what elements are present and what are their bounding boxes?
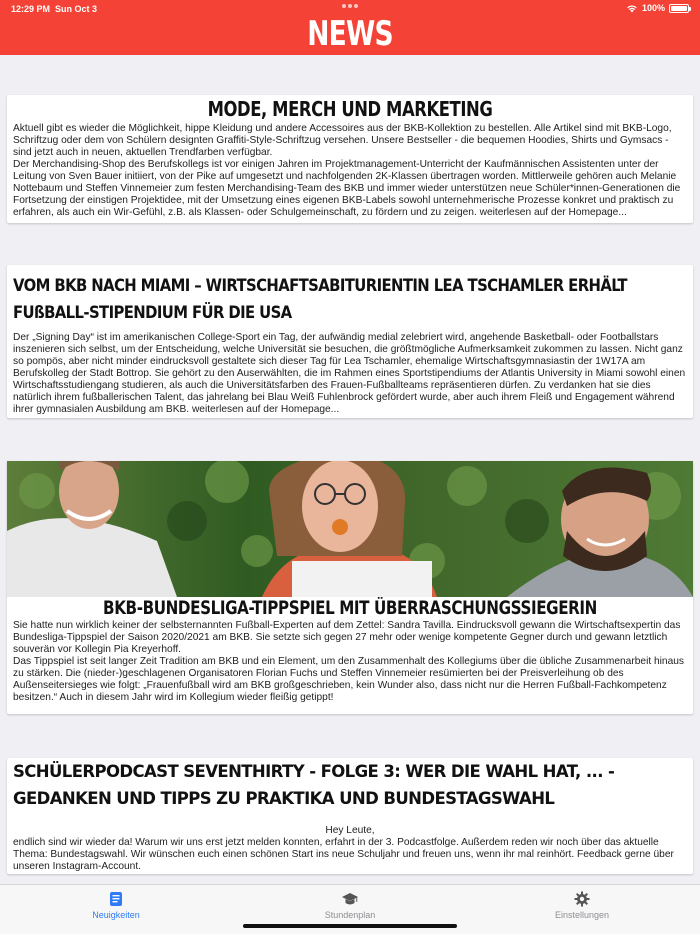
news-paragraph: Aktuell gibt es wieder die Möglichkeit, hippe Kleidung und andere Accessoires aus der BKB-Kollektion zu bestellen. Alle Artikel sind mit BKB-Logo, Schriftzug oder dem von Schülern designten Graffiti-Style-Schriftzug versehen. Unsere Bestseller - die bequemen Hoodies, Shirts und Gymsacs - sind jetzt auch in neuen, aktuellen Trendfarben verfügbar.: [13, 123, 672, 158]
news-card[interactable]: [7, 95, 693, 223]
news-card-title: SCHÜLERPODCAST SEVENTHIRTY - FOLGE 3: WER DIE WAHL HAT, ... - GEDANKEN UND TIPPS ZU PRAKTIKA UND BUNDESTAGSWAHL: [13, 762, 615, 808]
news-card-title: MODE, MERCH UND MARKETING: [207, 97, 493, 121]
status-time: 12:29 PM: [11, 4, 51, 14]
news-greeting: Hey Leute,: [325, 825, 375, 836]
news-card-body: [7, 123, 693, 219]
news-card-title: VOM BKB NACH MIAMI – WIRTSCHAFTSABITURIENTIN LEA TSCHAMLER ERHÄLT FUßBALL-STIPENDIUM FÜR DIE USA: [13, 276, 627, 322]
status-indicators: [626, 3, 689, 13]
tab-label: Stundenplan: [324, 910, 376, 920]
battery-icon: [669, 4, 689, 13]
news-card-image: [7, 461, 693, 597]
newspaper-icon: [108, 891, 124, 907]
news-paragraph: Der Merchandising-Shop des Berufskollegs ist vor einigen Jahren im Projektmanagement-Unterricht der Kaufmännischen Assistenten unter der Leitung von Sven Bauer initiiert, von der Pike auf umgesetzt und nachfolgenden 2K-Klassen übertragen worden. Mittlerweile gehören auch Melanie Nottebaum und Steffen Vinnemeier zum festen Merchandising-Team des BKB und immer wieder unterstützen neue Schüler*innen-Generationen die Fortsetzung der einstigen Projektidee, mit der Umsetzung eines eigenen BKB-Labels sowohl unternehmerische Prozesse konkret und praktisch zu erfahren, als auch ein Wir-Gefühl, z.B. als Klassen- oder Schulgemeinschaft, zu fördern und zu zeigen. weiterlesen auf der Homepage...: [13, 159, 681, 218]
wifi-icon: [626, 4, 638, 13]
news-card-body: [7, 326, 693, 416]
news-card-body: [7, 812, 693, 873]
tab-label: Neuigkeiten: [92, 910, 140, 920]
graduation-cap-icon: [342, 891, 358, 907]
tab-neuigkeiten[interactable]: [46, 891, 186, 920]
news-feed[interactable]: [0, 55, 700, 884]
news-paragraph: endlich sind wir wieder da! Warum wir uns erst jetzt melden konnten, erfahrt in der 3. Podcastfolge. Außerdem reden wir noch über das aktuelle Thema: Bundestagswahl. Wir wünschen euch einen schönen Start ins neue Schuljahr und freuen uns, wenn ihr mal reinhört. Feedback gerne über unseren Instagram-Account.: [13, 837, 674, 872]
photo-illustration: [7, 461, 693, 597]
tab-einstellungen[interactable]: [512, 891, 652, 920]
news-card[interactable]: [7, 265, 693, 418]
tab-label: Einstellungen: [554, 910, 610, 920]
multitasking-dots-icon[interactable]: [342, 4, 358, 8]
app-header: [0, 0, 700, 55]
home-indicator[interactable]: [243, 924, 457, 928]
news-paragraph: Das Tippspiel ist seit langer Zeit Tradition am BKB und ein Element, um den Zusammenhalt des Kollegiums über die übliche Zusammenarbeit hinaus zu stärken. Die (nieder-)geschlagenen Organisatoren Florian Fuchs und Steffen Vinnemeier resümierten bei der Preisverleihung ob des Außenseitersieges wie folgt: „Frauenfußball wird am BKB großgeschrieben, kein Wunder also, dass nicht nur die Herren Fußball-Fachkompetenz besitzen.“ Auch in diesem Jahr wird im Kollegium wieder fleißig getippt!: [13, 656, 685, 703]
status-date: Sun Oct 3: [55, 4, 98, 14]
battery-percentage: 100%: [641, 3, 665, 13]
news-paragraph: Der „Signing Day“ ist im amerikanischen College-Sport ein Tag, der aufwändig medial zelebriert wird, angehende Basketball- oder Footballstars inszenieren sich selbst, um der Entscheidung, welche Universität sie besuchen, die größtmögliche Aufmerksamkeit zukommen zu lassen. Nicht ganz so pompös, aber nicht minder eindrucksvoll gestaltete sich dieser Tag für Lea Tschamler, ehemalige Wirtschaftsgymnasiastin der 1W17A am Berufskolleg der Stadt Bottrop. Sie gehört zu den Auserwählten, die im Rahmen eines Sportstipendiums der Atlantis University in Miami sowohl einen Wirtschaftsstudiengang studieren, als auch die Universitätsfarben des Frauen-Fußballteams repräsentieren dürfen. Zu verdanken hat sie dies natürlich ihrem fußballerischen Talent, das jahrelang bei Blau Weiß Fuhlenbrock gefördert wurde, aber auch ihrem Fleiß und Engagement während ihrer gymnasialen Ausbildung am BKB. weiterlesen auf der Homepage...: [13, 332, 686, 415]
gear-icon: [574, 891, 590, 907]
news-card-body: [7, 619, 693, 704]
tab-stundenplan[interactable]: [280, 891, 420, 920]
news-card-title: BKB-BUNDESLIGA-TIPPSPIEL MIT ÜBERRASCHUNGSSIEGERIN: [103, 598, 597, 619]
page-title: NEWS: [307, 14, 393, 54]
tab-bar: [0, 884, 700, 934]
news-card[interactable]: [7, 461, 693, 714]
news-paragraph: Sie hatte nun wirklich keiner der selbsternannten Fußball-Experten auf dem Zettel: Sandra Tavilla. Eindrucksvoll gewann die Wirtschaftsexpertin das Bundesliga-Tippspiel der Saison 2020/2021 am BKB. Sie setzte sich gegen 27 mehr oder wenige kompetente Gegner durch und gewann letztlich souverän vor Kollegin Pia Kreyerhoff.: [13, 620, 681, 655]
news-card[interactable]: [7, 758, 693, 874]
